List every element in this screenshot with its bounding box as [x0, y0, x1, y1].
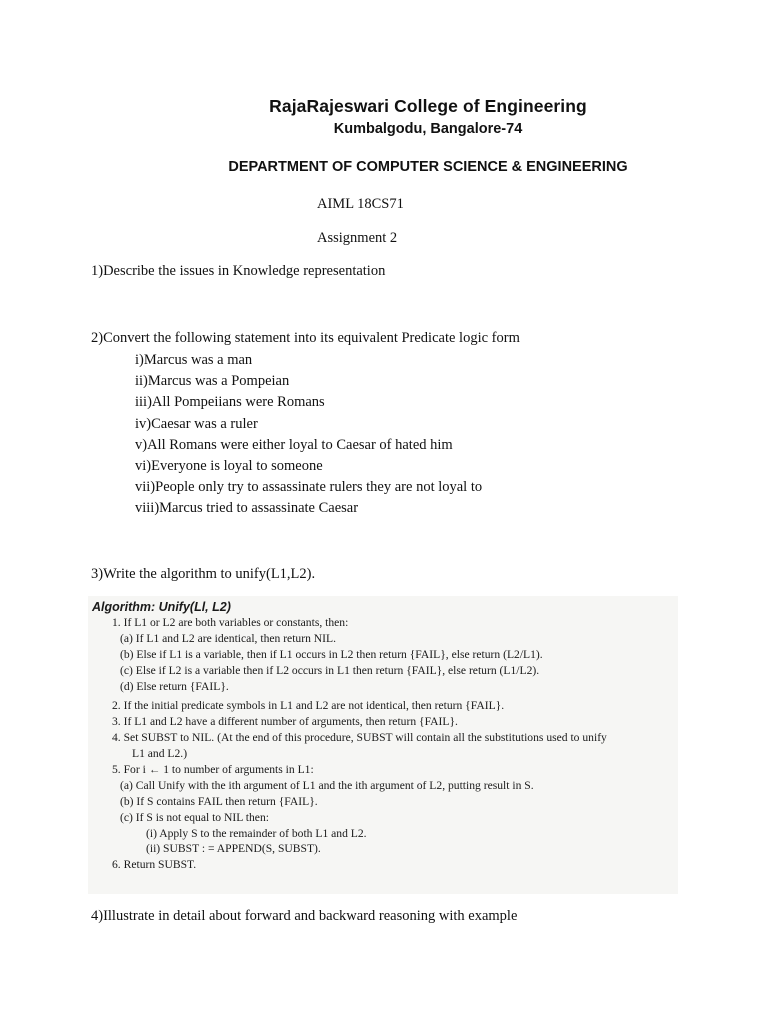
question-1: 1)Describe the issues in Knowledge representation: [91, 263, 386, 279]
statement-item: iv)Caesar was a ruler: [135, 415, 258, 432]
algorithm-line: 6. Return SUBST.: [112, 858, 197, 872]
statement-item: vii)People only try to assassinate rulers they are not loyal to: [135, 479, 483, 496]
algorithm-line: (i) Apply S to the remainder of both L1 and L2.: [146, 826, 367, 840]
algorithm-line: 2. If the initial predicate symbols in L1 and L2 are not identical, then return {FAIL}.: [112, 699, 505, 713]
question-3: 3)Write the algorithm to unify(L1,L2).: [91, 566, 316, 582]
algorithm-title: Algorithm: Unify(Ll, L2): [92, 600, 231, 614]
algorithm-line: 4. Set SUBST to NIL. (At the end of this procedure, SUBST will contain all the substitutions used to unify: [112, 731, 607, 745]
college-name: RajaRajeswari College of Engineering: [269, 96, 587, 116]
statement-item: v)All Romans were either loyal to Caesar of hated him: [135, 436, 453, 453]
algorithm-line: 1. If L1 or L2 are both variables or constants, then:: [112, 616, 349, 629]
algorithm-line: 3. If L1 and L2 have a different number of arguments, then return {FAIL}.: [112, 715, 458, 729]
assignment-title: Assignment 2: [317, 230, 398, 246]
algorithm-line: L1 and L2.): [132, 747, 188, 761]
department-title: DEPARTMENT OF COMPUTER SCIENCE & ENGINEERING: [228, 159, 628, 175]
statement-list: [135, 350, 482, 520]
algorithm-line: (c) Else if L2 is a variable then if L2 occurs in L1 then return {FAIL}, else return (L1/L2).: [120, 663, 540, 677]
course-code: AIML 18CS71: [317, 196, 404, 212]
college-address: Kumbalgodu, Bangalore-74: [333, 121, 523, 137]
algorithm-line: (a) If L1 and L2 are identical, then return NIL.: [120, 631, 336, 645]
algorithm-scan: [88, 596, 678, 894]
algorithm-line: (b) Else if L1 is a variable, then if L1 occurs in L2 then return {FAIL}, else return (L2/L1).: [120, 647, 543, 661]
statement-item: i)Marcus was a man: [135, 352, 253, 368]
statement-item: ii)Marcus was a Pompeian: [135, 373, 290, 390]
question-4: 4)Illustrate in detail about forward and backward reasoning with example: [91, 908, 518, 924]
algorithm-line: (c) If S is not equal to NIL then:: [120, 810, 269, 824]
algorithm-line: (b) If S contains FAIL then return {FAIL}.: [120, 794, 318, 808]
statement-item: viii)Marcus tried to assassinate Caesar: [135, 500, 359, 517]
statement-item: iii)All Pompeiians were Romans: [135, 394, 325, 411]
algorithm-line: (ii) SUBST : = APPEND(S, SUBST).: [146, 842, 321, 856]
algorithm-line: (d) Else return {FAIL}.: [120, 679, 229, 693]
statement-item: vi)Everyone is loyal to someone: [135, 457, 323, 474]
algorithm-line: 5. For i ← 1 to number of arguments in L1:: [112, 763, 314, 777]
question-2: 2)Convert the following statement into its equivalent Predicate logic form: [91, 330, 520, 346]
algorithm-line: (a) Call Unify with the ith argument of L1 and the ith argument of L2, putting result in S.: [120, 778, 534, 792]
